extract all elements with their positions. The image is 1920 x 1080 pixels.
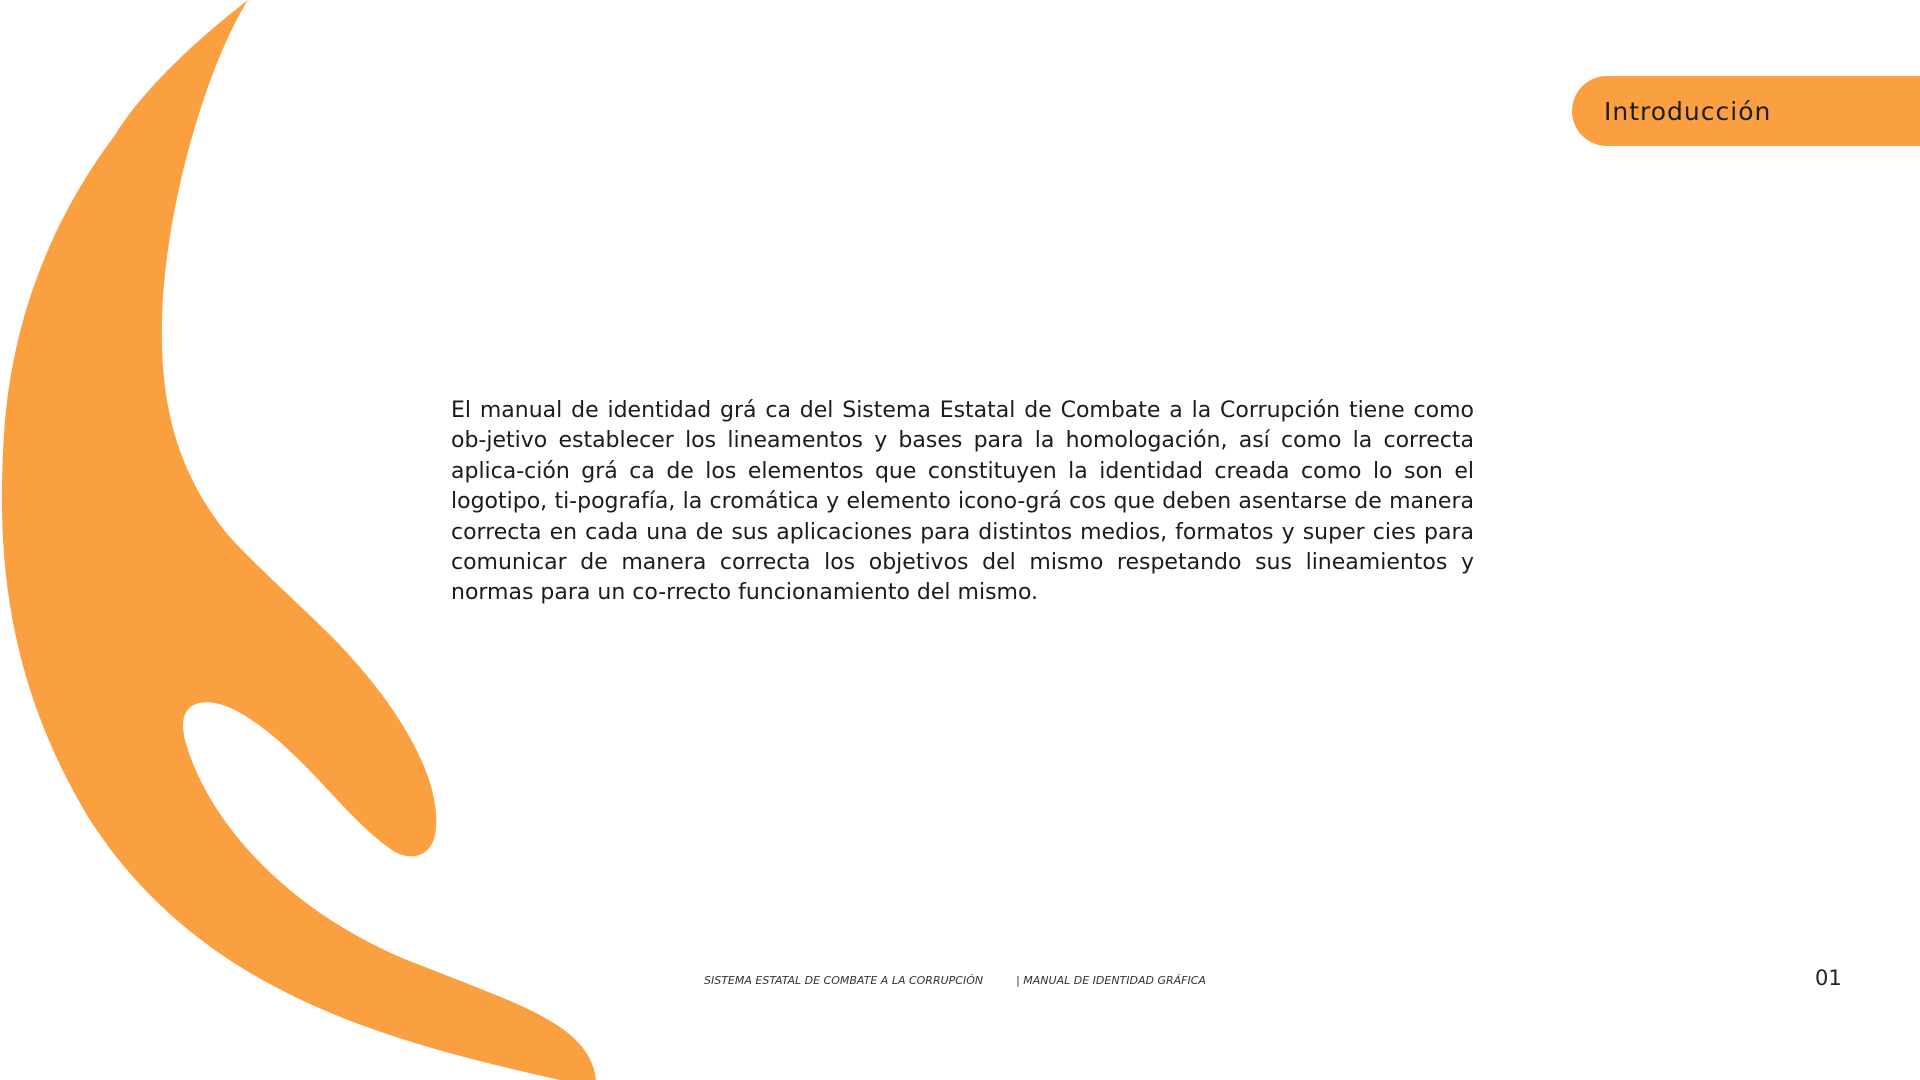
section-title: Introducción xyxy=(1604,96,1772,126)
footer-document-title: | MANUAL DE IDENTIDAD GRÁFICA xyxy=(1016,974,1206,987)
footer xyxy=(704,974,1206,987)
footer-organization: SISTEMA ESTATAL DE COMBATE A LA CORRUPCIÓN xyxy=(704,974,984,987)
page-number: 01 xyxy=(1815,966,1842,990)
intro-paragraph: El manual de identidad grá ca del Sistema Estatal de Combate a la Corrupción tiene como ob-jetivo establecer los lineamentos y bases para la homologación, así como la correcta aplica-ción grá ca de los elementos que constituyen la identidad creada como lo son el logotipo, ti-pografía, la cromática y elemento icono-grá cos que deben asentarse de manera correcta en cada una de sus aplicaciones para distintos medios, formatos y super cies para comunicar de manera correcta los objetivos del mismo respetando sus lineamientos y normas para un co-rrecto funcionamiento del mismo. xyxy=(451,398,1474,606)
section-tab xyxy=(1572,76,1920,146)
